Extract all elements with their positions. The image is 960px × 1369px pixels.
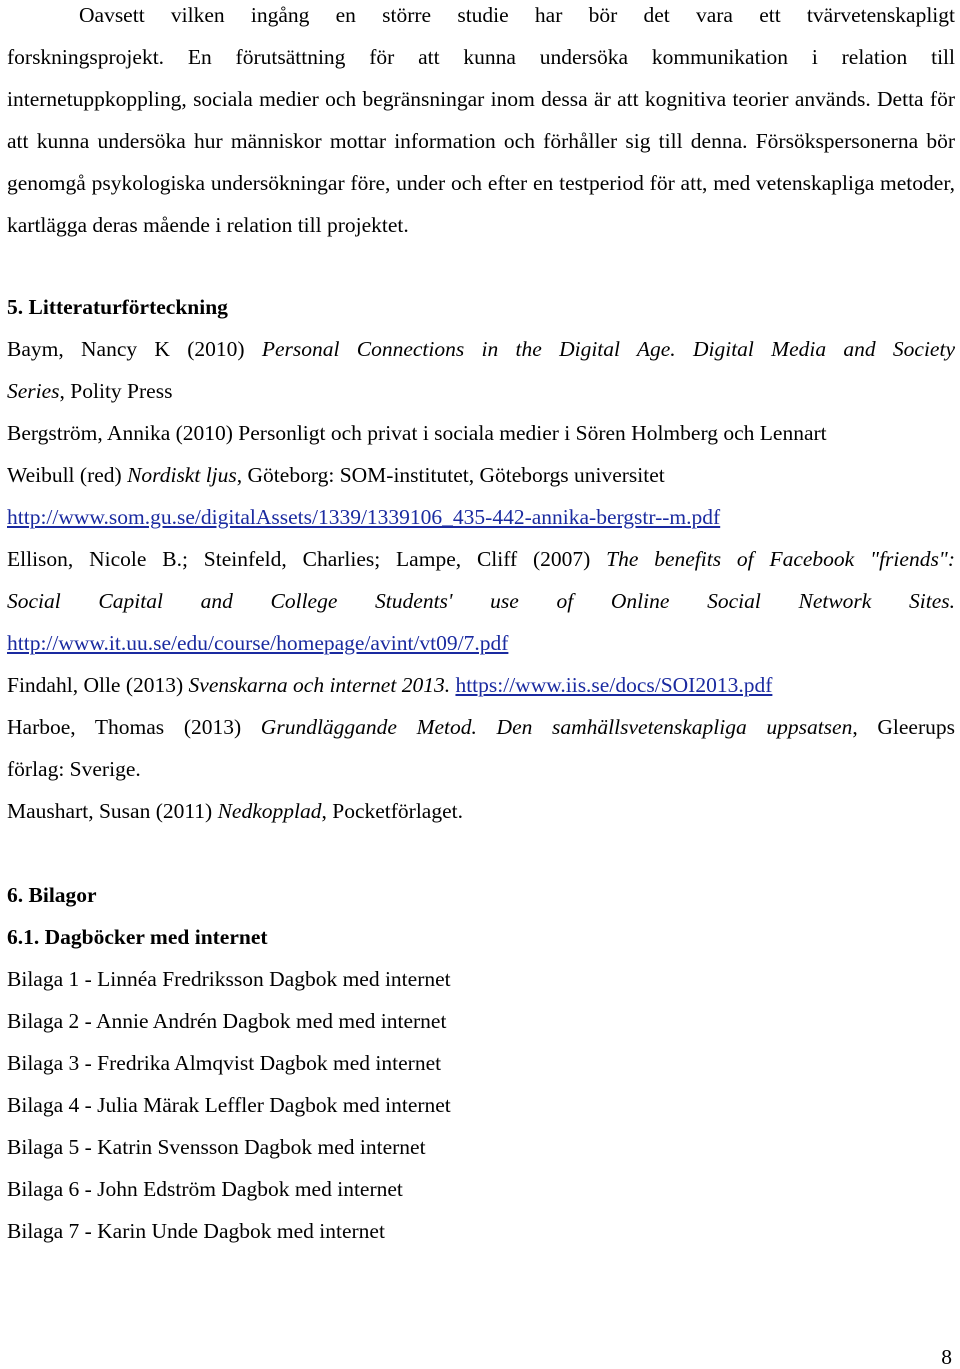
baym-author: Baym, Nancy K (2010) <box>7 337 262 361</box>
appendix-item-7: Bilaga 7 - Karin Unde Dagbok med internet <box>7 1219 385 1243</box>
harboe-publisher: , Gleerups <box>852 715 955 739</box>
page-number: 8 <box>941 1345 952 1369</box>
ellison-author: Ellison, Nicole B.; Steinfeld, Charlies; Lampe, Cliff (2007) <box>7 547 607 571</box>
reference-harboe-line-1 <box>7 712 955 742</box>
reference-ellison-line-1 <box>7 544 955 574</box>
baym-series: Digital Media and Society <box>675 337 955 361</box>
appendix-item-1: Bilaga 1 - Linnéa Fredriksson Dagbok med internet <box>7 967 451 991</box>
reference-bergstrom-url-line <box>7 502 955 532</box>
maushart-publisher: , Pocketförlaget. <box>321 799 463 823</box>
appendix-item-2: Bilaga 2 - Annie Andrén Dagbok med med internet <box>7 1009 447 1033</box>
appendix-item-6: Bilaga 6 - John Edström Dagbok med internet <box>7 1177 403 1201</box>
findahl-url-link[interactable]: https://www.iis.se/docs/SOI2013.pdf <box>455 673 773 697</box>
intro-line-1: Oavsett vilken ingång en större studie har bör det vara ett tvärvetenskapligt <box>79 3 955 27</box>
bergstrom-title: Nordiskt ljus <box>127 463 237 487</box>
reference-baym-line-2 <box>7 376 955 406</box>
reference-ellison-line-2: Social Capital and College Students' use of Online Social Network Sites. <box>7 589 955 613</box>
intro-paragraph-rest <box>7 36 955 246</box>
intro-body: forskningsprojekt. En förutsättning för att kunna undersöka kommunikation i relation till internetuppkoppling, sociala medier och begränsningar inom dessa är att kognitiva teorier används. Detta för att kunna undersöka hur människor mottar information och förhåller sig till denna. Försökspersonerna bör genomgå psykologiska undersökningar före, under och efter en testperiod för att, med vetenskapliga metoder, kartlägga deras mående i relation till projektet. <box>7 45 955 237</box>
ellison-url-link[interactable]: http://www.it.uu.se/edu/course/homepage/avint/vt09/7.pdf <box>7 631 509 655</box>
reference-findahl <box>7 670 955 700</box>
bergstrom-publisher: , Göteborg: SOM-institutet, Göteborgs universitet <box>236 463 665 487</box>
bergstrom-editors: Weibull (red) <box>7 463 128 487</box>
baym-title: Personal Connections in the Digital Age. <box>261 337 676 361</box>
reference-ellison-url-line <box>7 628 955 658</box>
baym-series-2: Series <box>7 379 60 403</box>
appendices-subheading: 6.1. Dagböcker med internet <box>7 925 268 949</box>
intro-paragraph <box>7 0 955 30</box>
ellison-title-1: The benefits of Facebook "friends": <box>606 547 955 571</box>
findahl-author: Findahl, Olle (2013) <box>7 673 189 697</box>
maushart-title: Nedkopplad <box>217 799 322 823</box>
harboe-author: Harboe, Thomas (2013) <box>7 715 261 739</box>
appendix-item-4: Bilaga 4 - Julia Märak Leffler Dagbok med internet <box>7 1093 451 1117</box>
appendices-heading: 6. Bilagor <box>7 883 97 907</box>
reference-harboe-line-2: förlag: Sverige. <box>7 757 141 781</box>
bergstrom-url-link[interactable]: http://www.som.gu.se/digitalAssets/1339/1339106_435-442-annika-bergstr--m.pdf <box>7 505 721 529</box>
reference-bergstrom-line-1: Bergström, Annika (2010) Personligt och privat i sociala medier i Sören Holmberg och Lennart <box>7 421 827 445</box>
harboe-title: Grundläggande Metod. Den samhällsvetenskapliga uppsatsen <box>260 715 853 739</box>
reference-baym-line-1 <box>7 334 955 364</box>
reference-maushart <box>7 796 955 826</box>
appendix-item-5: Bilaga 5 - Katrin Svensson Dagbok med internet <box>7 1135 426 1159</box>
findahl-title: Svenskarna och internet 2013. <box>188 673 451 697</box>
reference-bergstrom-line-2 <box>7 460 955 490</box>
references-heading: 5. Litteraturförteckning <box>7 295 228 319</box>
maushart-author: Maushart, Susan (2011) <box>7 799 218 823</box>
appendix-item-3: Bilaga 3 - Fredrika Almqvist Dagbok med internet <box>7 1051 442 1075</box>
baym-publisher: , Polity Press <box>59 379 173 403</box>
